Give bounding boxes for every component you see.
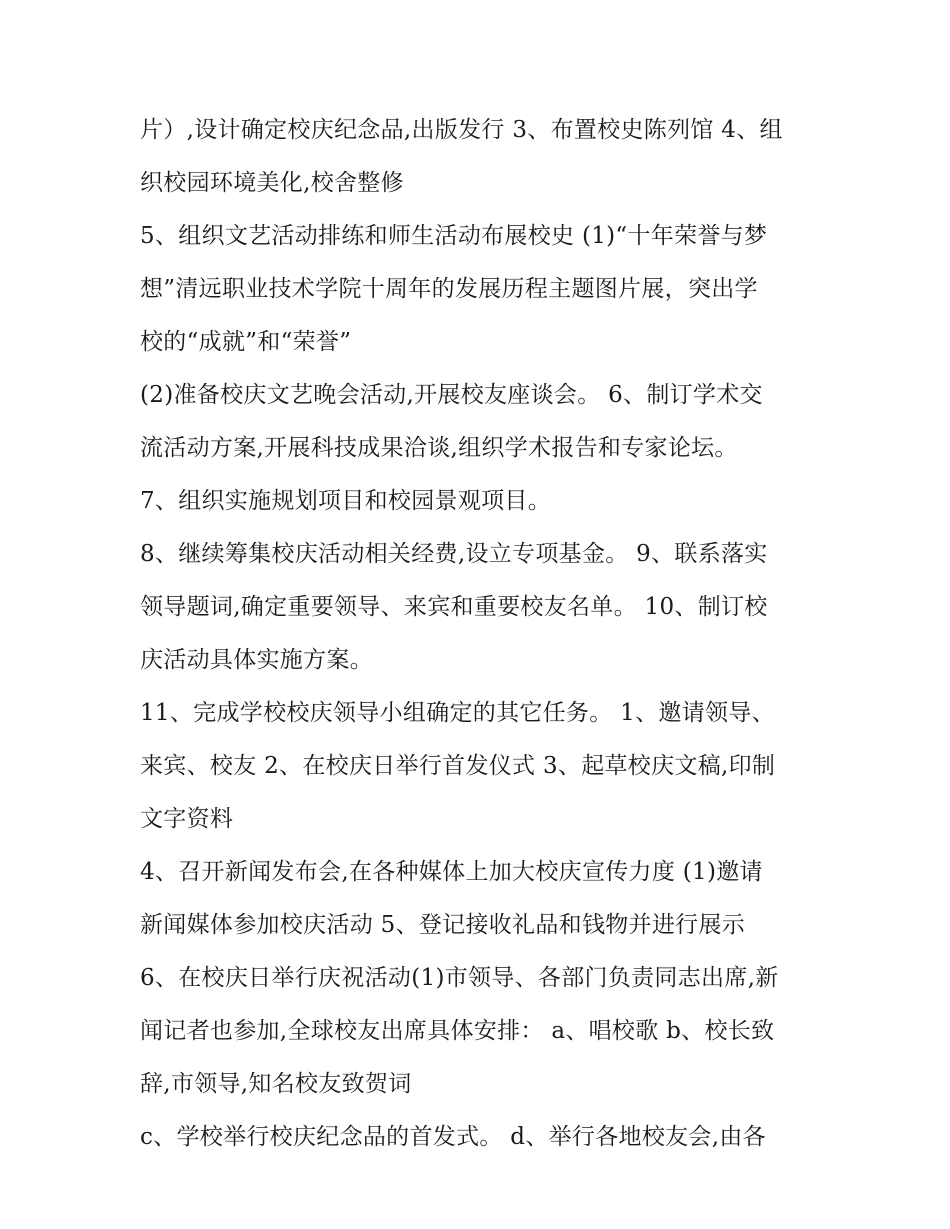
text-line: 辞,市领导,知名校友致贺词	[140, 1071, 412, 1097]
text-line: 流活动方案,开展科技成果洽谈,组织学术报告和专家论坛。	[140, 435, 738, 461]
text-line: 闻记者也参加,全球校友出席具体安排： a、唱校歌 b、校长致	[140, 1018, 775, 1044]
text-line: 6、在校庆日举行庆祝活动(1)市领导、各部门负责同志出席,新	[140, 965, 779, 991]
paragraph	[140, 1111, 812, 1164]
text-line: 想”清远职业技术学院十周年的发展历程主题图片展，突出学	[140, 276, 758, 302]
text-line: 校的“成就”和“荣誉”	[140, 329, 352, 355]
paragraph	[140, 210, 812, 369]
text-line: 新闻媒体参加校庆活动 5、登记接收礼品和钱物并进行展示	[140, 912, 746, 938]
text-line: 文字资料	[140, 806, 234, 832]
text-line: (2)准备校庆文艺晚会活动,开展校友座谈会。 6、制订学术交	[140, 382, 763, 408]
paragraph	[140, 369, 812, 475]
document-body	[140, 104, 812, 1164]
text-line: 5、组织文艺活动排练和师生活动布展校史 (1)“十年荣誉与梦	[140, 223, 768, 249]
paragraph	[140, 475, 812, 528]
text-line: 11、完成学校校庆领导小组确定的其它任务。 1、邀请领导、	[140, 700, 775, 726]
text-line: 8、继续筹集校庆活动相关经费,设立专项基金。 9、联系落实	[140, 541, 768, 567]
text-line: 领导题词,确定重要领导、来宾和重要校友名单。 10、制订校	[140, 594, 768, 620]
text-line: 片）,设计确定校庆纪念品,出版发行 3、布置校史陈列馆 4、组	[140, 117, 783, 143]
paragraph	[140, 846, 812, 952]
paragraph	[140, 104, 812, 210]
paragraph	[140, 528, 812, 687]
text-line: 4、召开新闻发布会,在各种媒体上加大校庆宣传力度 (1)邀请	[140, 859, 763, 885]
text-line: c、学校举行校庆纪念品的首发式。 d、举行各地校友会,由各	[140, 1124, 766, 1150]
text-line: 7、组织实施规划项目和校园景观项目。	[140, 488, 552, 514]
paragraph	[140, 952, 812, 1111]
paragraph	[140, 687, 812, 846]
text-line: 来宾、校友 2、在校庆日举行首发仪式 3、起草校庆文稿,印制	[140, 753, 776, 779]
text-line: 织校园环境美化,校舍整修	[140, 170, 404, 196]
text-line: 庆活动具体实施方案。	[140, 647, 373, 673]
